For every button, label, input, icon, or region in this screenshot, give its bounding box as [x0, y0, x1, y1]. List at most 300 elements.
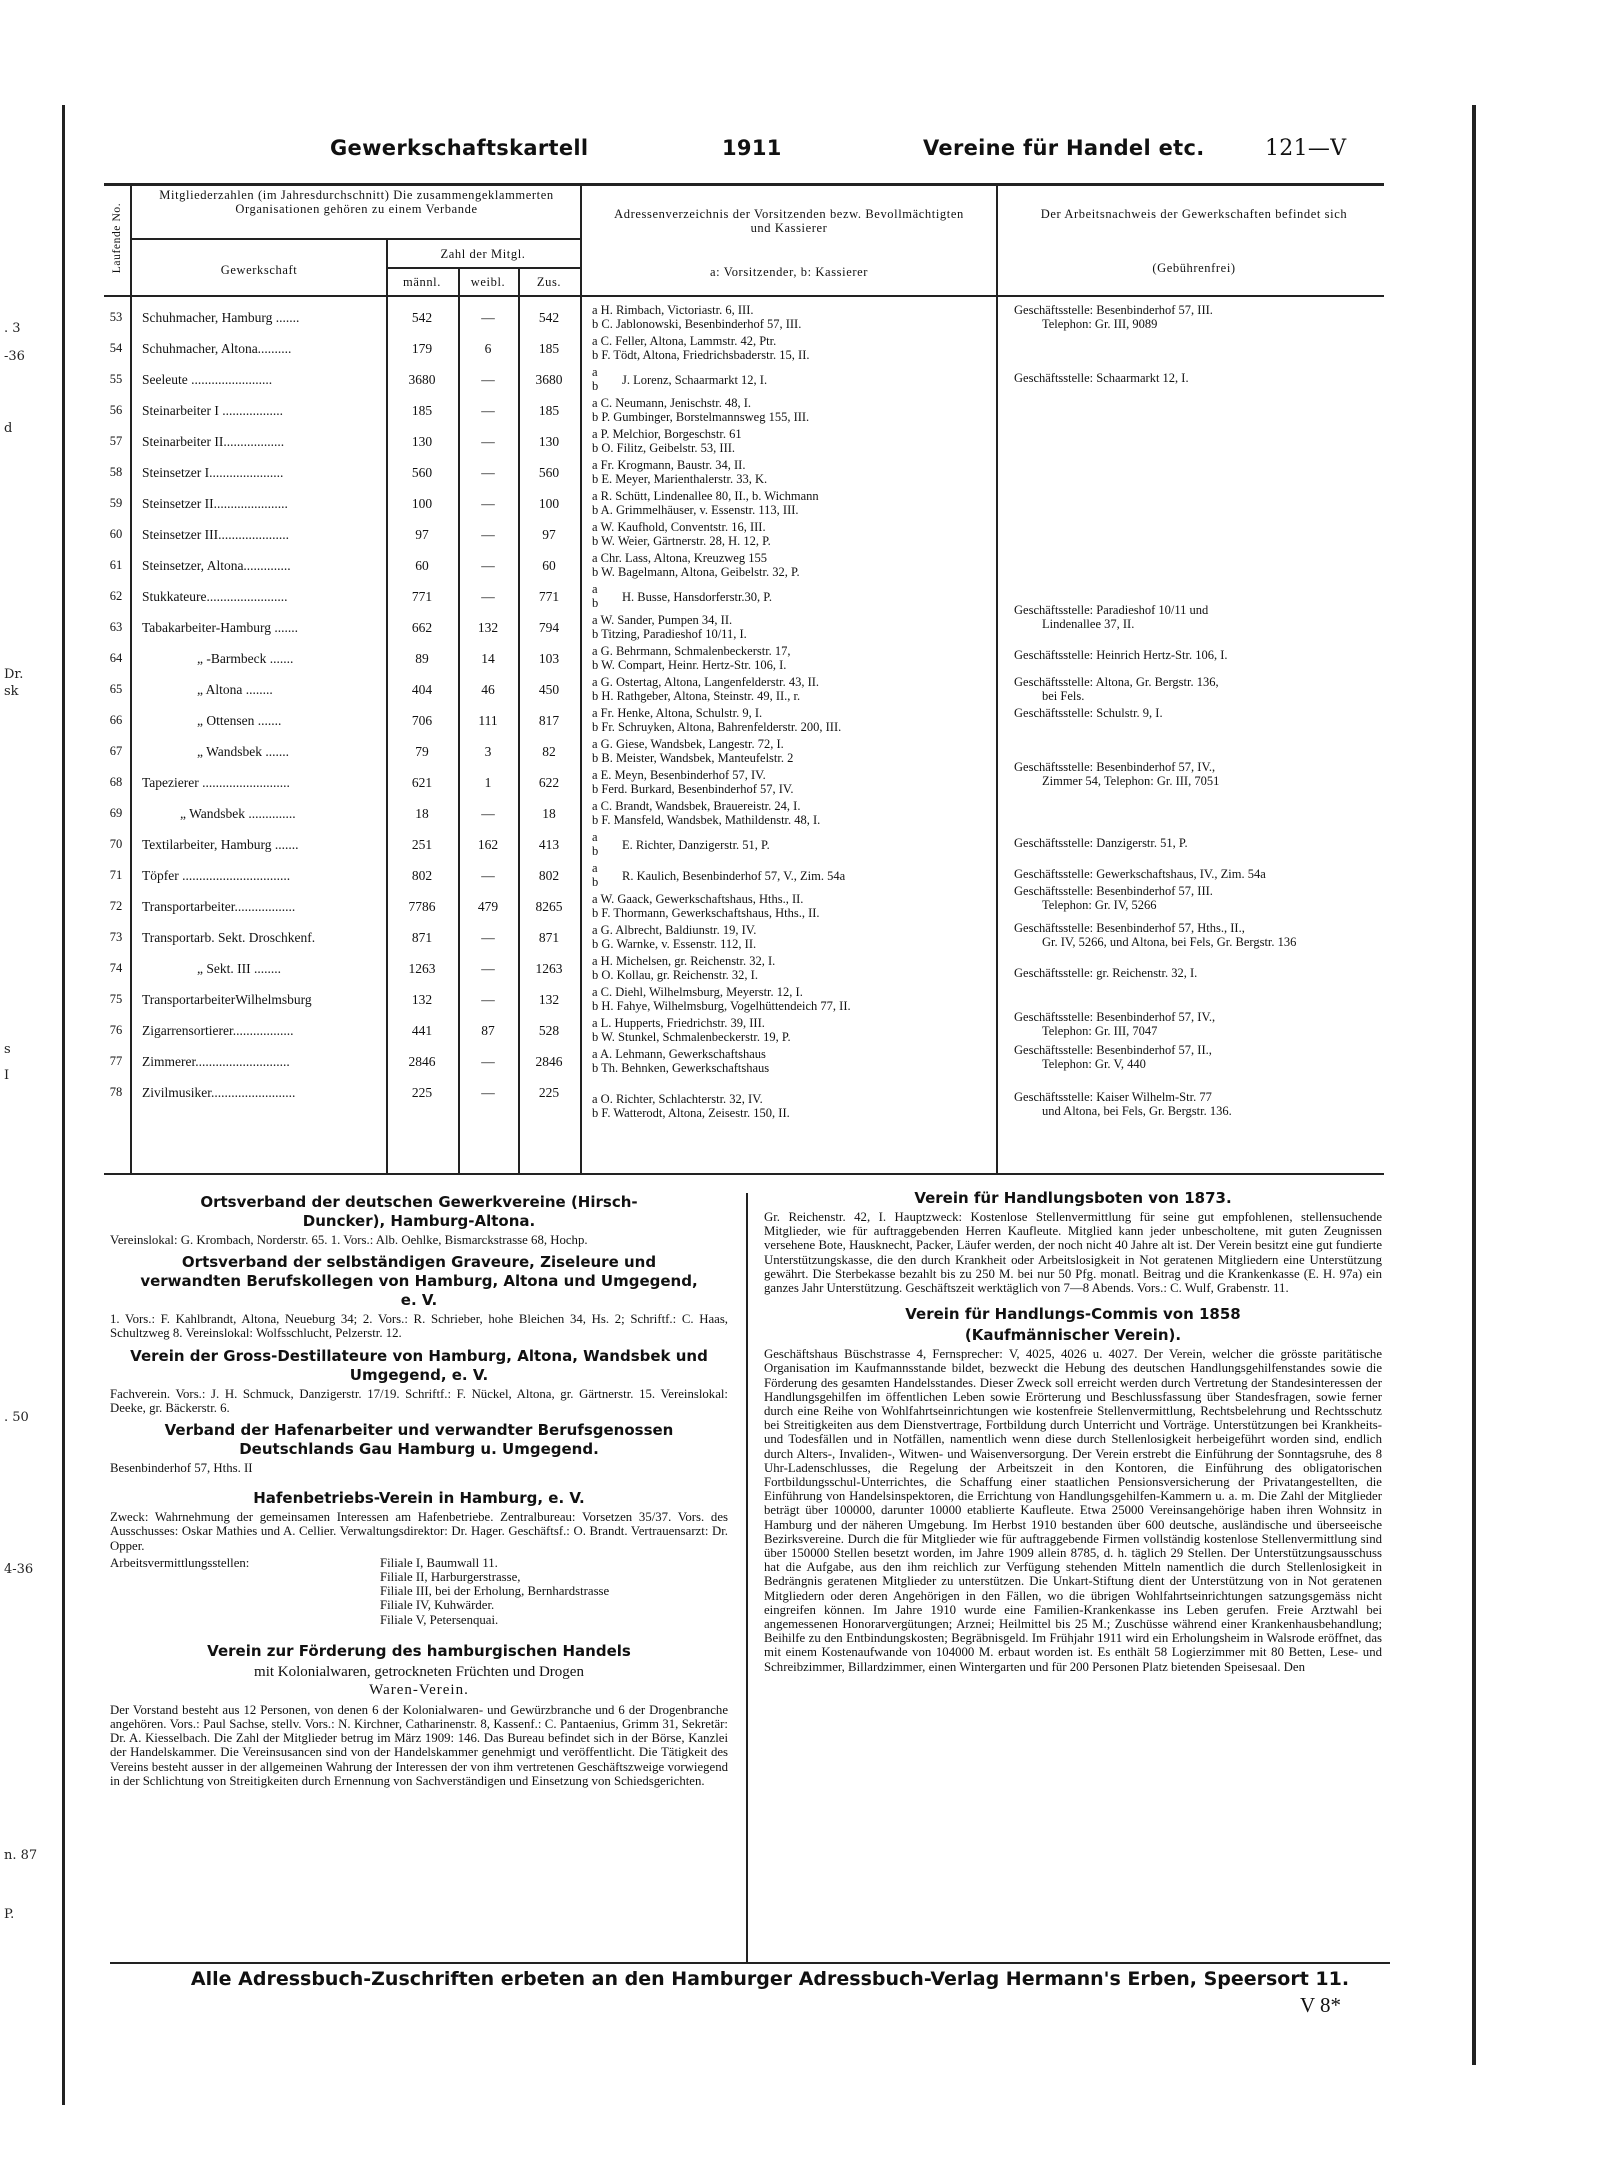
header-left-title: Gewerkschaftskartell — [330, 136, 589, 160]
female-count: 162 — [477, 837, 499, 852]
table-row — [104, 705, 1384, 736]
table-row — [104, 395, 1384, 426]
chair-label: a — [592, 861, 598, 875]
labour-exchange-line2: Zimmer 54, Telephon: Gr. III, 7051 — [1042, 773, 1220, 788]
row-number: 71 — [109, 868, 123, 882]
female-count: — — [481, 310, 495, 325]
cashier-address: b F. Tödt, Altona, Friedrichsbaderstr. 15, II. — [592, 347, 810, 362]
row-number: 70 — [109, 837, 123, 851]
col-header-weibl: weibl. — [470, 275, 506, 289]
table-row — [104, 457, 1384, 488]
female-count: 1 — [484, 775, 492, 790]
total-count: 2846 — [535, 1054, 563, 1069]
table-row — [104, 922, 1384, 953]
table-row — [104, 426, 1384, 457]
total-count: 1263 — [535, 961, 563, 976]
female-count: — — [481, 434, 495, 449]
union-name: Tabakarbeiter-Hamburg ....... — [142, 620, 298, 635]
publisher-footer: Alle Adressbuch-Zuschriften erbeten an den Hamburger Adressbuch-Verlag Hermann's Erben, Speersort 11. — [190, 1968, 1350, 1990]
joint-address: H. Busse, Hansdorferstr.30, P. — [622, 590, 772, 604]
col-header-zus: Zus. — [536, 275, 562, 289]
filiale-item: Filiale V, Petersenquai. — [380, 1612, 499, 1627]
female-count: — — [481, 527, 495, 542]
labour-exchange — [1014, 868, 1394, 882]
labour-exchange-line2: Telephon: Gr. III, 9089 — [1042, 316, 1158, 331]
margin-fragment: . 50 — [4, 1410, 29, 1425]
cashier-address: b Titzing, Paradieshof 10/11, I. — [592, 626, 747, 641]
labour-exchange-line: Geschäftsstelle: Besenbinderhof 57, II., — [1014, 1043, 1212, 1057]
section-body: Der Vorstand besteht aus 12 Personen, von denen 6 der Kolonialwaren- und Gewürzbranche und 6 der Drogenbranche angehören. Vors.: Paul Sachse, stellv. Vors.: N. Kirchner, Catharinenstr. 8, Kassenf.: C. Pantaenius, Grimm 31, Sekretär: Dr. A. Kiesselbach. Die Zahl der Mitglieder betrug im März 1909: 146. Das Bureau befindet sich in der Börse, Kanzlei der Handelskammer. Die Vereinsusancen sind von der Handelskammer genehmigt und veröffentlicht. Die Tätigkeit des Vereins besteht ausser in der allgemeinen Wahrung der Interessen der von ihm vertretenen Geschäftszweige vorwiegend in der Schlichtung von Streitigkeiten durch Ernennung von Sachverständigen und Einsetzung von Schiedsgerichten. — [110, 1702, 728, 1788]
labour-exchange-line2: Lindenallee 37, II. — [1042, 616, 1135, 631]
union-name: „ Sekt. III ........ — [197, 961, 281, 976]
female-count: — — [481, 589, 495, 604]
section-title: Verein für Handlungs-Commis von 1858 — [905, 1305, 1241, 1324]
row-number: 54 — [109, 341, 123, 355]
table-header-rule — [130, 238, 580, 240]
filiale-item: Filiale I, Baumwall 11. — [380, 1555, 498, 1570]
column-divider — [746, 1193, 748, 1963]
union-name: Steinarbeiter I .................. — [142, 403, 283, 418]
margin-fragment: -36 — [4, 349, 25, 364]
chair-address: a Chr. Lass, Altona, Kreuzweg 155 — [592, 551, 767, 565]
male-count: 871 — [411, 930, 433, 945]
chair-address: a O. Richter, Schlachterstr. 32, IV. — [592, 1092, 763, 1106]
female-count: — — [481, 868, 495, 883]
union-name: Zimmerer............................ — [142, 1054, 290, 1069]
union-name: Tapezierer .......................... — [142, 775, 290, 790]
section-subtitle: Waren-Verein. — [369, 1681, 469, 1698]
cashier-address: b P. Gumbinger, Borstelmannsweg 155, III. — [592, 409, 810, 424]
joint-address: E. Richter, Danzigerstr. 51, P. — [622, 838, 770, 852]
total-count: 103 — [538, 651, 560, 666]
row-number: 58 — [109, 465, 123, 479]
table-row — [104, 550, 1384, 581]
male-count: 1263 — [408, 961, 436, 976]
cashier-address: b W. Stunkel, Schmalenbeckerstr. 19, P. — [592, 1029, 791, 1044]
table-header-bottom-rule — [104, 295, 1384, 297]
union-name: „ -Barmbeck ....... — [197, 651, 294, 666]
total-count: 3680 — [535, 372, 563, 387]
row-number: 61 — [109, 558, 123, 572]
chair-address: a E. Meyn, Besenbinderhof 57, IV. — [592, 768, 766, 782]
section-body: Fachverein. Vors.: J. H. Schmuck, Danzigerstr. 17/19. Schriftf.: F. Nückel, Altona, gr. Gärtnerstr. 15. Vereinslokal: Deeke, gr. Bäckerstr. 6. — [110, 1386, 728, 1415]
female-count: 46 — [481, 682, 495, 697]
chair-cashier-addresses — [592, 335, 1102, 362]
margin-fragment: I — [4, 1068, 10, 1083]
table-row — [104, 333, 1384, 364]
union-table — [104, 183, 1384, 1183]
col-header-gewerkschaft: Gewerkschaft — [220, 263, 298, 277]
section-subtitle: mit Kolonialwaren, getrockneten Früchten und Drogen — [254, 1663, 584, 1680]
labour-exchange-line: Geschäftsstelle: Besenbinderhof 57, IV., — [1014, 1010, 1216, 1024]
margin-fragment: P. — [4, 1907, 15, 1922]
union-name: Schuhmacher, Altona.......... — [142, 341, 292, 356]
table-row — [104, 302, 1384, 333]
total-count: 225 — [538, 1085, 560, 1100]
chair-address: a G. Ostertag, Altona, Langenfelderstr. 43, II. — [592, 675, 820, 689]
chair-cashier-addresses — [592, 986, 1102, 1013]
cashier-address: b H. Rathgeber, Altona, Steinstr. 49, II., r. — [592, 688, 801, 703]
cashier-address: b G. Warnke, v. Essenstr. 112, II. — [592, 936, 757, 951]
labour-exchange — [1014, 649, 1394, 663]
chair-address: a G. Albrecht, Baldiunstr. 19, IV. — [592, 923, 757, 937]
labour-exchange-line: Geschäftsstelle: Gewerkschaftshaus, IV., Zim. 54a — [1014, 867, 1266, 881]
labour-exchange-line: Geschäftsstelle: Besenbinderhof 57, III. — [1014, 303, 1213, 317]
total-count: 528 — [538, 1023, 560, 1038]
cashier-label: b — [592, 595, 599, 610]
male-count: 802 — [411, 868, 433, 883]
union-name: Steinarbeiter II.................. — [142, 434, 285, 449]
total-count: 130 — [538, 434, 560, 449]
union-name: „ Altona ........ — [197, 682, 273, 697]
margin-fragment: sk — [4, 684, 19, 699]
labour-exchange-line2: Telephon: Gr. V, 440 — [1042, 1056, 1146, 1071]
labour-exchange-line: Geschäftsstelle: gr. Reichenstr. 32, I. — [1014, 966, 1198, 980]
row-number: 55 — [109, 372, 123, 386]
row-number: 73 — [109, 930, 123, 944]
chair-cashier-addresses — [592, 552, 1102, 579]
cashier-address: b F. Watterodt, Altona, Zeisestr. 150, II. — [592, 1105, 790, 1120]
total-count: 413 — [538, 837, 560, 852]
chair-address: a L. Hupperts, Friedrichstr. 39, III. — [592, 1016, 765, 1030]
right-column — [764, 1189, 1382, 1677]
total-count: 802 — [538, 868, 560, 883]
cashier-label: b — [592, 874, 599, 889]
female-count: — — [481, 1085, 495, 1100]
section-title: Ortsverband der deutschen Gewerkvereine (Hirsch-Duncker), Hamburg-Altona. — [200, 1193, 638, 1230]
association-listings — [110, 1189, 1390, 1973]
union-name: Steinsetzer III..................... — [142, 527, 289, 542]
row-number: 75 — [109, 992, 123, 1006]
labour-exchange — [1014, 1011, 1394, 1038]
female-count: 479 — [477, 899, 499, 914]
filialen-block — [110, 1556, 728, 1634]
union-name: Töpfer ................................ — [142, 868, 291, 883]
male-count: 251 — [411, 837, 433, 852]
male-count: 130 — [411, 434, 433, 449]
union-name: TransportarbeiterWilhelmsburg — [142, 992, 312, 1007]
total-count: 132 — [538, 992, 560, 1007]
chair-address: a G. Giese, Wandsbek, Langestr. 72, I. — [592, 737, 784, 751]
cashier-address: b F. Thormann, Gewerkschaftshaus, Hths., II. — [592, 905, 820, 920]
filiale-item: Filiale IV, Kuhwärder. — [380, 1598, 495, 1613]
cashier-address: b Th. Behnken, Gewerkschaftshaus — [592, 1060, 770, 1075]
labour-exchange-line2: bei Fels. — [1042, 688, 1085, 703]
male-count: 560 — [411, 465, 433, 480]
total-count: 100 — [538, 496, 560, 511]
chair-address: a C. Diehl, Wilhelmsburg, Meyerstr. 12, I. — [592, 985, 803, 999]
col-header-mitglieder: Mitgliederzahlen (im Jahresdurchschnitt) Die zusammengeklammerten Organisationen gehören zu einem Verbande — [159, 188, 554, 216]
margin-fragment: d — [4, 421, 13, 436]
row-number: 60 — [109, 527, 123, 541]
labour-exchange-line2: Telephon: Gr. IV, 5266 — [1042, 897, 1157, 912]
section-body: Geschäftshaus Büschstrasse 4, Fernsprecher: V, 4025, 4026 u. 4027. Der Verein, welcher die grösste paritätische Organisation im Kaufmannsstande bildet, bezweckt die Hebung des deutschen Handlungsgehilfenstandes sowie die Förderung des gesamten Handelsstandes. Dieser Zweck soll erreicht werden durch Vertretung der Standesinteressen der Handlungsgehilfen im öffentlichen Leben sowie Erörterung und Beschlussfassung über Standesfragen, sowie ferner durch eine Reihe von Wohlfahrtseinrichtungen wie kostenfreie Stellenvermittlung, Rechtsbelehrung und Rechtsschutz bei Streitigkeiten aus dem Dienstvertrage, Fortbildung durch Unterricht und Vorträge. Unterstützungen bei Krankheits- und Todesfällen und in Notfällen, namentlich wenn diese durch Stellenlosigkeit herbeigeführt worden sind, endlich durch Alters-, Invaliden-, Witwen- und Waisenversorgung. Der Verein erstrebt die Einführung der Sonntagsruhe, des 8 Uhr-Ladenschlusses, die Regelung der Arbeitszeit in den Kontoren, die Einführung des obligatorischen Fortbildungsschul-Unterrichtes, die Schaffung einer staatlichen Pensionsversicherung der Privatangestellten, die Einführung von Handelsinspektoren, die Errichtung von Handlungsgehilfen-Kammern u. a. m. Die Zahl der Mitglieder beträgt über 100000, darunter 10000 etablierte Kaufleute. Etwa 25000 Vereinsangehörige haben ihren Wohnsitz in Hamburg und der näheren Umgebung. Im Herbst 1910 bestanden über 600 deutsche, ausländische und überseeische Bezirksvereine. Durch die für Mitglieder wie für auftraggebende Firmen vollständig kostenlose Stellenvermittlung sind über 150000 Stellen besetzt worden, im Jahre 1909 allein 8785, d. h. täglich 29 Stellen. Der Unterstützungsausschuss hat die Aufgabe, aus den ihm reichlich zur Verfügung stehenden Mitteln namentlich die durch Stellenlosigkeit in Bedrängnis geratenen Mitglieder zu unterstützen. Die Unkart-Stiftung dient der Unterstützung von in Not geratenen Mitgliedern oder deren Angehörigen in den Fällen, wo die übrigen Wohlfahrtseinrichtungen satzungsgemäss nicht eingreifen können. Im Jahre 1910 wurde eine Familien-Krankenkasse ins Leben gerufen. Freie Arztwahl bei angemessenen Honorarvergütungen; Arznei; Heilmittel bis 25 M.; Zuschüsse während einer Krankenhausbehandlung; Beihilfe zu den Entbindungskosten; Begräbnisgeld. Im Frühjahr 1911 wird ein Erholungsheim in Walsrode eröffnet, das mit einem Kostenaufwande von 104000 M. erbaut worden ist. Es enthält 58 Logierzimmer mit 80 Betten, Lese- und Schreibzimmer, Billardzimmer, einen Wintergarten und für 200 Personen Platz bietenden Speisesaal. Den — [764, 1347, 1382, 1674]
total-count: 185 — [538, 341, 560, 356]
cashier-address: b H. Fahye, Wilhelmsburg, Vogelhüttendeich 77, II. — [592, 998, 851, 1013]
table-row — [104, 953, 1384, 984]
row-number: 57 — [109, 434, 123, 448]
cashier-address: b Fr. Schruyken, Altona, Bahrenfelderstr. 200, III. — [592, 719, 842, 734]
chair-cashier-addresses — [592, 397, 1102, 424]
row-number: 72 — [109, 899, 123, 913]
section-title: Verband der Hafenarbeiter und verwandter Berufsgenossen Deutschlands Gau Hamburg u. Umgegend. — [164, 1421, 674, 1459]
row-number: 53 — [109, 310, 123, 324]
row-number: 69 — [109, 806, 123, 820]
row-number: 77 — [109, 1054, 123, 1068]
labour-exchange-line: Geschäftsstelle: Paradieshof 10/11 und — [1014, 603, 1209, 617]
margin-fragment: s — [4, 1042, 11, 1057]
table-row — [104, 603, 1384, 643]
total-count: 817 — [538, 713, 560, 728]
chair-address: a H. Rimbach, Victoriastr. 6, III. — [592, 303, 754, 317]
male-count: 185 — [411, 403, 433, 418]
union-name: Transportarb. Sekt. Droschkenf. — [142, 930, 316, 945]
row-number: 63 — [109, 620, 123, 634]
col-header-adressen: Adressenverzeichnis der Vorsitzenden bezw. Bevollmächtigten und Kassierer — [614, 207, 964, 235]
union-name: „ Ottensen ....... — [197, 713, 282, 728]
row-number: 78 — [109, 1085, 123, 1099]
female-count: — — [481, 372, 495, 387]
row-number: 66 — [109, 713, 123, 727]
labour-exchange-line: Geschäftsstelle: Schulstr. 9, I. — [1014, 706, 1163, 720]
labour-exchange-line: Geschäftsstelle: Schaarmarkt 12, I. — [1014, 371, 1189, 385]
col-header-laufende: Laufende No. — [111, 202, 123, 274]
cashier-address: b Ferd. Burkard, Besenbinderhof 57, IV. — [592, 781, 794, 796]
total-count: 82 — [542, 744, 556, 759]
female-count: 132 — [477, 620, 499, 635]
chair-address: a W. Kaufhold, Conventstr. 16, III. — [592, 520, 766, 534]
labour-exchange — [1014, 604, 1394, 631]
male-count: 542 — [411, 310, 433, 325]
chair-address: a A. Lehmann, Gewerkschaftshaus — [592, 1047, 766, 1061]
table-top-rule — [104, 183, 1384, 186]
margin-fragment: n. 87 — [4, 1848, 38, 1863]
page-header — [190, 136, 1370, 166]
table-row — [104, 1043, 1384, 1077]
labour-exchange — [1014, 676, 1394, 703]
union-name: „ Wandsbek .............. — [180, 806, 296, 821]
row-number: 62 — [109, 589, 123, 603]
union-name: Stukkateure........................ — [142, 589, 288, 604]
margin-fragment: 4-36 — [4, 1562, 34, 1577]
total-count: 60 — [542, 558, 556, 573]
male-count: 621 — [411, 775, 433, 790]
female-count: — — [481, 558, 495, 573]
male-count: 2846 — [408, 1054, 436, 1069]
chair-address: a G. Behrmann, Schmalenbeckerstr. 17, — [592, 644, 791, 658]
male-count: 179 — [411, 341, 433, 356]
total-count: 622 — [538, 775, 560, 790]
chair-label: a — [592, 365, 598, 379]
union-name: „ Wandsbek ....... — [197, 744, 290, 759]
union-name: Seeleute ........................ — [142, 372, 273, 387]
female-count: — — [481, 930, 495, 945]
female-count: — — [481, 806, 495, 821]
female-count: 3 — [484, 744, 492, 759]
labour-exchange — [1014, 1044, 1394, 1071]
section-title: Ortsverband der selbständigen Graveure, Ziseleure und verwandten Berufskollegen von Hamburg, Altona und Umgegend, e. V. — [140, 1253, 698, 1310]
labour-exchange — [1014, 761, 1394, 788]
chair-cashier-addresses — [592, 521, 1102, 548]
cashier-address: b O. Filitz, Geibelstr. 53, III. — [592, 440, 736, 455]
cashier-address: b W. Compart, Heinr. Hertz-Str. 106, I. — [592, 657, 787, 672]
union-name: Schuhmacher, Hamburg ....... — [142, 310, 300, 325]
female-count: — — [481, 496, 495, 511]
chair-address: a C. Feller, Altona, Lammstr. 42, Ptr. — [592, 334, 777, 348]
labour-exchange-line2: und Altona, bei Fels, Gr. Bergstr. 136. — [1042, 1103, 1232, 1118]
right-edge-line — [1472, 105, 1476, 2065]
labour-exchange — [1014, 1091, 1394, 1118]
male-count: 404 — [411, 682, 433, 697]
female-count: 6 — [484, 341, 492, 356]
labour-exchange — [1014, 304, 1394, 331]
cashier-address: b O. Kollau, gr. Reichenstr. 32, I. — [592, 967, 758, 982]
table-row — [104, 488, 1384, 519]
cashier-address: b A. Grimmelhäuser, v. Essenstr. 113, III. — [592, 502, 799, 517]
labour-exchange — [1014, 372, 1394, 386]
row-number: 56 — [109, 403, 123, 417]
table-row — [104, 364, 1384, 395]
male-count: 79 — [415, 744, 429, 759]
table-row — [104, 643, 1384, 674]
joint-address: R. Kaulich, Besenbinderhof 57, V., Zim. 54a — [622, 869, 846, 883]
labour-exchange-line: Geschäftsstelle: Altona, Gr. Bergstr. 136, — [1014, 675, 1219, 689]
section-body: Gr. Reichenstr. 42, I. Hauptzweck: Kostenlose Stellenvermittlung für seine gut empfohlenen, stellensuchende Mitglieder, wie für auftraggebenden Herren Kaufleute. Mitglied kann jeder unbescholtene, mit guten Zeugnissen versehene Bote, Hausknecht, Packer, Läufer werden, der noch nicht 40 Jahre alt ist. Der Verein besitzt eine gut fundierte Unterstützungskasse, die den durch Krankheit oder Arbeitslosigkeit in Not geratenen Mitgliedern eine Unterstützung gewährt. Die Sterbekasse bezahlt bis zu 250 M. bei nur 50 Pfg. monatl. Beitrag und die Krankenkasse (E. H. 97a) ein ganzes Jahr Unterstützung. Geschäftszeit werktäglich von 7—8 Abends. Vors.: C. Wulf, Grabenstr. 11. — [764, 1210, 1382, 1296]
cashier-address: b C. Jablonowski, Besenbinderhof 57, III. — [592, 316, 802, 331]
col-header-zahl: Zahl der Mitgl. — [440, 247, 526, 261]
row-number: 67 — [109, 744, 123, 758]
section-body: Besenbinderhof 57, Hths. II — [110, 1461, 253, 1476]
total-count: 871 — [538, 930, 560, 945]
page-signature: V 8* — [1300, 1993, 1342, 2017]
chair-cashier-addresses — [592, 800, 1102, 827]
labour-exchange — [1014, 707, 1394, 721]
table-row — [104, 1077, 1384, 1120]
female-count: — — [481, 992, 495, 1007]
labour-exchange — [1014, 885, 1394, 912]
union-name: Zivilmusiker......................... — [142, 1085, 296, 1100]
labour-exchange-line: Geschäftsstelle: Besenbinderhof 57, Hths., II., — [1014, 921, 1245, 935]
left-edge-line — [62, 105, 65, 2105]
table-row — [104, 798, 1384, 829]
header-page-number: 121—V — [1265, 136, 1347, 161]
total-count: 185 — [538, 403, 560, 418]
col-header-maennl: männl. — [403, 275, 441, 289]
chair-cashier-addresses — [592, 490, 1102, 517]
table-row — [104, 519, 1384, 550]
labour-exchange — [1014, 967, 1394, 981]
filiale-item: Filiale II, Harburgerstrasse, — [380, 1570, 521, 1585]
female-count: — — [481, 961, 495, 976]
labour-exchange-line: Geschäftsstelle: Besenbinderhof 57, IV., — [1014, 760, 1216, 774]
chair-label: a — [592, 830, 598, 844]
female-count: — — [481, 1054, 495, 1069]
table-row — [104, 829, 1384, 860]
male-count: 7786 — [408, 899, 436, 914]
male-count: 60 — [415, 558, 429, 573]
total-count: 8265 — [535, 899, 563, 914]
male-count: 100 — [411, 496, 433, 511]
male-count: 706 — [411, 713, 433, 728]
cashier-address: b B. Meister, Wandsbek, Manteufelstr. 2 — [592, 750, 794, 765]
col-header-nachweis-sub: (Gebührenfrei) — [1152, 261, 1236, 275]
union-name: Textilarbeiter, Hamburg ....... — [142, 837, 299, 852]
female-count: 14 — [481, 651, 495, 666]
table-row — [104, 884, 1384, 922]
row-number: 68 — [109, 775, 123, 789]
row-number: 76 — [109, 1023, 123, 1037]
union-name: Steinsetzer II...................... — [142, 496, 288, 511]
labour-exchange-line2: Gr. IV, 5266, und Altona, bei Fels, Gr. Bergstr. 136 — [1042, 934, 1297, 949]
section-subtitle: (Kaufmännischer Verein). — [964, 1326, 1182, 1345]
total-count: 794 — [538, 620, 560, 635]
margin-fragment: Dr. — [4, 667, 24, 682]
male-count: 97 — [415, 527, 429, 542]
male-count: 662 — [411, 620, 433, 635]
labour-exchange — [1014, 922, 1384, 949]
male-count: 132 — [411, 992, 433, 1007]
col-header-adressen-sub: a: Vorsitzender, b: Kassierer — [709, 265, 869, 279]
chair-label: a — [592, 582, 598, 596]
chair-address: a W. Sander, Pumpen 34, II. — [592, 613, 733, 627]
labour-exchange — [1014, 837, 1394, 851]
table-header-rule — [386, 267, 580, 269]
male-count: 441 — [411, 1023, 433, 1038]
section-title: Verein zur Förderung des hamburgischen Handels — [207, 1641, 631, 1660]
male-count: 225 — [411, 1085, 433, 1100]
section-body: 1. Vors.: F. Kahlbrandt, Altona, Neueburg 34; 2. Vors.: R. Schrieber, hohe Bleichen 34, Hs. 2; Schriftf.: C. Haas, Schultzweg 8. Vereinslokal: Wolfsschlucht, Pelzerstr. 12. — [110, 1312, 728, 1341]
filialen-list — [380, 1556, 720, 1627]
chair-address: a P. Melchior, Borgeschstr. 61 — [592, 427, 742, 441]
male-count: 3680 — [408, 372, 436, 387]
left-column — [110, 1193, 728, 1791]
total-count: 771 — [538, 589, 560, 604]
section-body: Vereinslokal: G. Krombach, Norderstr. 65. 1. Vors.: Alb. Oehlke, Bismarckstrasse 68, Hochp. — [110, 1233, 588, 1247]
table-row — [104, 760, 1384, 798]
row-number: 65 — [109, 682, 123, 696]
total-count: 450 — [538, 682, 560, 697]
union-name: Steinsetzer I...................... — [142, 465, 284, 480]
female-count: — — [481, 403, 495, 418]
cashier-address: b E. Meyer, Marienthalerstr. 33, K. — [592, 471, 768, 486]
labour-exchange-line: Geschäftsstelle: Danzigerstr. 51, P. — [1014, 836, 1188, 850]
cashier-label: b — [592, 843, 599, 858]
chair-address: a Fr. Henke, Altona, Schulstr. 9, I. — [592, 706, 763, 720]
female-count: — — [481, 465, 495, 480]
chair-address: a Fr. Krogmann, Baustr. 34, II. — [592, 458, 746, 472]
union-name: Steinsetzer, Altona.............. — [142, 558, 291, 573]
male-count: 89 — [415, 651, 429, 666]
cashier-address: b F. Mansfeld, Wandsbek, Mathildenstr. 48, I. — [592, 812, 821, 827]
union-name: Transportarbeiter.................. — [142, 899, 296, 914]
chair-address: a C. Brandt, Wandsbek, Brauereistr. 24, I. — [592, 799, 801, 813]
header-section-title: Vereine für Handel etc. — [923, 136, 1205, 160]
union-name: Zigarrensortierer.................. — [142, 1023, 294, 1038]
labour-exchange-line: Geschäftsstelle: Besenbinderhof 57, III. — [1014, 884, 1213, 898]
row-number: 59 — [109, 496, 123, 510]
joint-address: J. Lorenz, Schaarmarkt 12, I. — [622, 373, 768, 387]
labour-exchange-line2: Telephon: Gr. III, 7047 — [1042, 1023, 1158, 1038]
total-count: 542 — [538, 310, 560, 325]
female-count: 87 — [481, 1023, 495, 1038]
female-count: 111 — [478, 713, 498, 728]
section-title: Verein für Handlungsboten von 1873. — [914, 1189, 1232, 1207]
total-count: 18 — [542, 806, 556, 821]
chair-address: a H. Michelsen, gr. Reichenstr. 32, I. — [592, 954, 776, 968]
header-year: 1911 — [722, 136, 782, 160]
cashier-address: b W. Weier, Gärtnerstr. 28, H. 12, P. — [592, 533, 771, 548]
row-number: 74 — [109, 961, 123, 975]
